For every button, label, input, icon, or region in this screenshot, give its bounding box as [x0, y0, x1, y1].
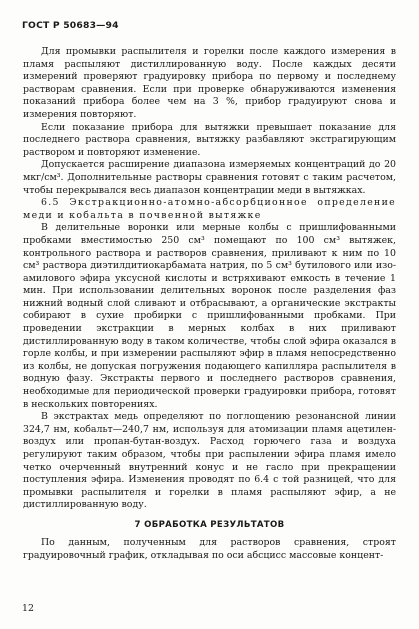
paragraph-rinsing: Для промывки распылителя и горелки после каждого измерения в пламя распыляют дистиллированную воду. После каждых десяти измерений проверяют градуировку прибора по первому и последнему растворам сравнения. Если при проверке обнаруживаются изменения показаний прибора более чем на 3 %, прибор градуируют снова и измерения повторяют.: [23, 46, 396, 120]
paragraph-dilution: Если показание прибора для вытяжки превышает показание для последнего раствора сравнения, вытяжку разбавляют экстрагирующим раствором и повторяют изменение.: [23, 121, 396, 158]
document-header: ГОСТ Р 50683—94: [22, 20, 119, 31]
page-number: 12: [22, 603, 34, 614]
paragraph-extraction-procedure: В делительные воронки или мерные колбы с пришлифованными пробками вместимостью 250 см³ помещают по 100 см³ вытяжек, контрольного раствора и растворов сравнения, приливают к ним по 10 см³ раствора диэтилдитиокарбамата натрия, по 5 см³ бутилового или изо-амилового эфира уксусной кислоты и встряхивают емкость в течение 1 мин. При использовании делительных воронок после разделения фаз нижний водный слой сливают и отбрасывают, а органические экстракты собирают в сухие пробирки с пришлифованными пробками. При проведении экстракции в мерных колбах в них приливают дистиллированную воду в таком количестве, чтобы слой эфира оказался в горле колбы, и при измерении распыляют эфир в пламя непосредственно из колбы, не допуская погружения подающего капилляра распылителя в водную фазу. Экстракты первого и последнего растворов сравнения, необходимые для периодической проверки градуировки прибора, готовят в нескольких повторениях.: [23, 222, 396, 410]
subsection-heading-6-5: 6.5 Экстракционно-атомно-абсорбционное определение меди и кобальта в почвенной вытяжке: [23, 197, 396, 221]
section-heading-7: 7 ОБРАБОТКА РЕЗУЛЬТАТОВ: [134, 519, 285, 530]
paragraph-measurement: В экстрактах медь определяют по поглощению резонансной линии 324,7 нм, кобальт—240,7 нм, используя для атомизации пламя ацетилен-воздух или пропан-бутан-воздух. Расход горючего газа и воздуха регулируют таким образом, чтобы при распылении эфира пламя имело четко очерченный внутренний конус и не гасло при прекращении поступления эфира. Изменения проводят по 6.4 с той разницей, что для промывки распылителя и горелки в пламя распыляют эфир, а не дистиллированную воду.: [23, 411, 396, 511]
paragraph-range-extension: Допускается расширение диапазона измеряемых концентраций до 20 мкг/см³. Дополнительные растворы сравнения готовят с таким расчетом, чтобы перекрывался весь диапазон концентрации меди в вытяжках.: [23, 159, 396, 196]
document-body: [23, 46, 396, 562]
paragraph-results-processing: По данным, полученным для растворов сравнения, строят градуировочный график, откладывая по оси абсцисс массовые концент-: [23, 536, 396, 561]
